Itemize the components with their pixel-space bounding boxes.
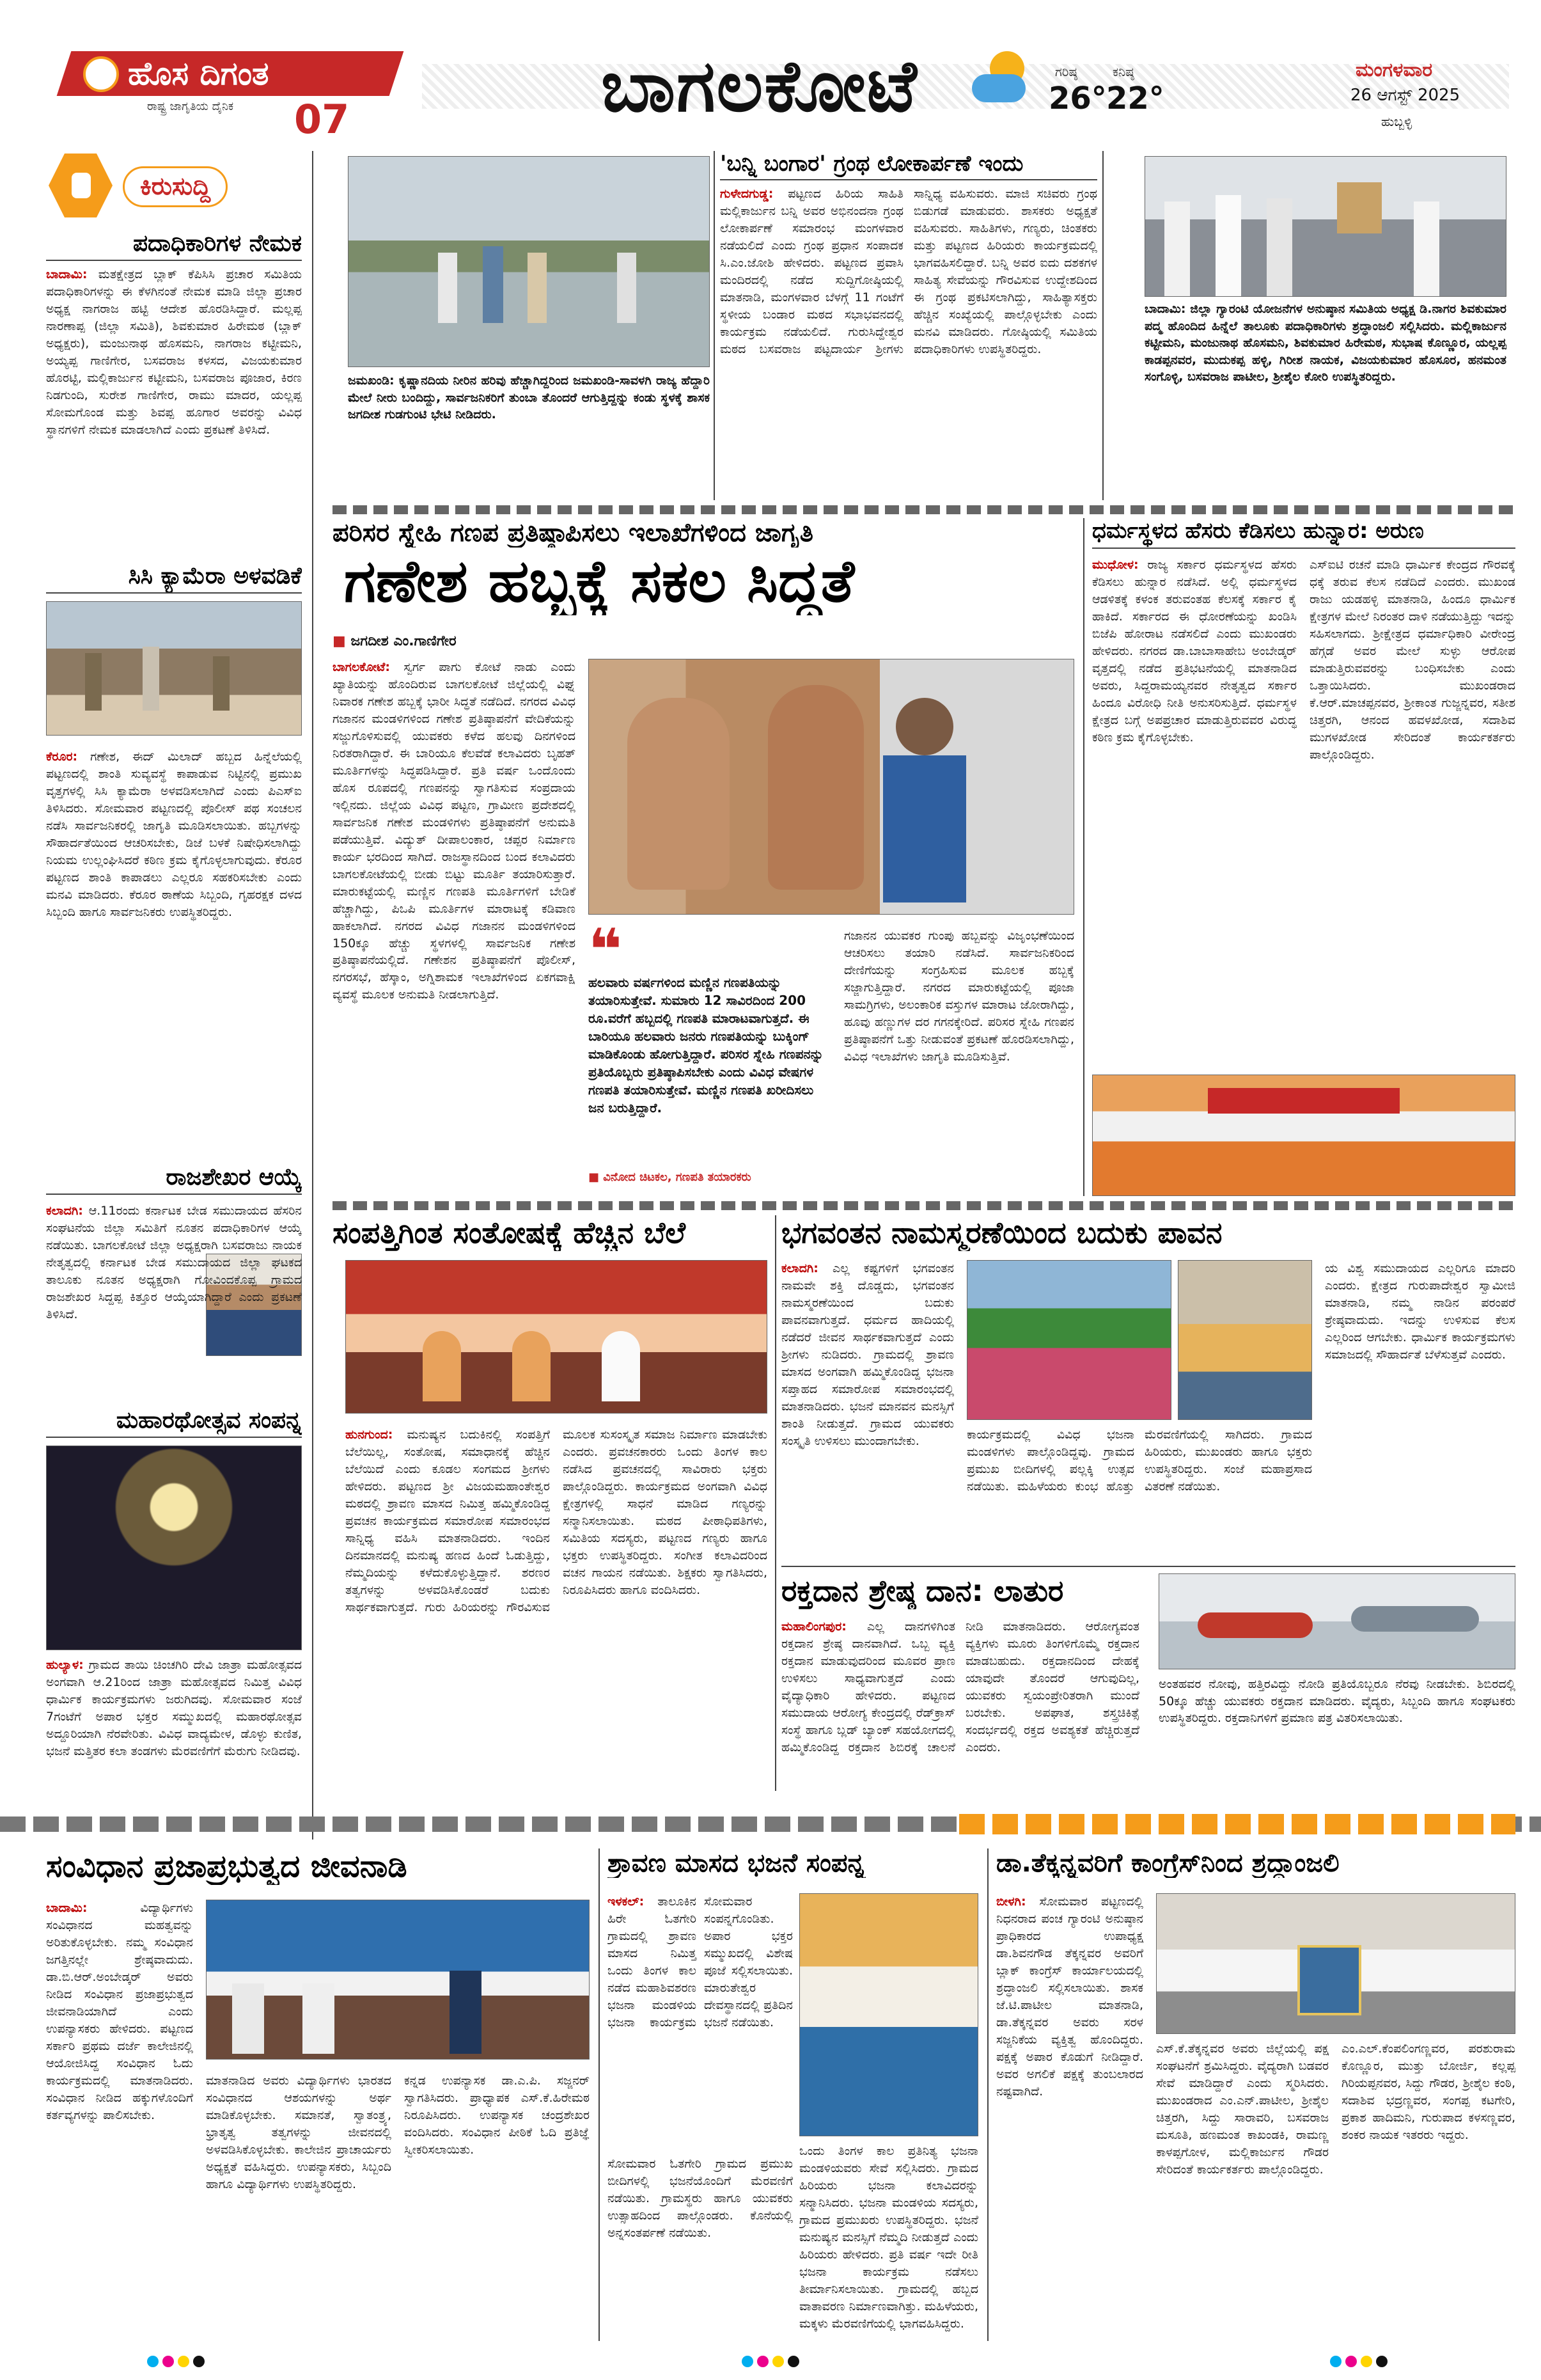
date-label: 26 ಆಗಸ್ಟ್ 2025 <box>1350 86 1460 105</box>
story-body-col1: ಕಲಾದಗಿ: ಎಲ್ಲ ಕಷ್ಟಗಳಿಗೆ ಭಗವಂತನ ನಾಮವೇ ಶಕ್ತಿ ದೊಡ್ಡದು, ಭಗವಂತನ ನಾಮಸ್ಮರಣೆಯಿಂದ ಬದುಕು ಪಾವನವಾಗುತ್ತದೆ. ಧರ್ಮದ ಹಾದಿಯಲ್ಲಿ ನಡೆದರೆ ಜೀವನ ಸಾರ್ಥಕವಾಗುತ್ತದೆ ಎಂದು ಶ್ರೀಗಳು ನುಡಿದರು. ಗ್ರಾಮದಲ್ಲಿ ಶ್ರಾವಣ ಮಾಸದ ಅಂಗವಾಗಿ ಹಮ್ಮಿಕೊಂಡಿದ್ದ ಭಜನಾ ಸಪ್ತಾಹದ ಸಮಾರೋಪ ಸಮಾರಂಭದಲ್ಲಿ ಮಾತನಾಡಿದರು. ಭಜನೆ ಮಾನವನ ಮನಸ್ಸಿಗೆ ಶಾಂತಿ ನೀಡುತ್ತದೆ. ಗ್ರಾಮದ ಯುವಕರು ಸಂಸ್ಕೃತಿ ಉಳಿಸಲು ಮುಂದಾಗಬೇಕು. <box>781 1261 954 1448</box>
story-headline: ಶ್ರಾವಣ ಮಾಸದ ಭಜನೆ ಸಂಪನ್ನ <box>607 1848 866 1878</box>
byline-marker-icon: ■ <box>332 633 351 649</box>
story-body: ಕಲಾದಗಿ: ಆ.11ರಂದು ಕರ್ನಾಟಕ ಬೇಡ ಸಮುದಾಯದ ಹೆಸರಿನ ಸಂಘಟನೆಯ ಜಿಲ್ಲಾ ಸಮಿತಿಗೆ ನೂತನ ಪದಾಧಿಕಾರಿಗಳ ಆಯ್ಕೆ ನಡೆಯಿತು. ಬಾಗಲಕೋಟೆ ಜಿಲ್ಲಾ ಅಧ್ಯಕ್ಷರಾಗಿ ಬಸವರಾಜು ನಾಯಕ ನೇತೃತ್ವದಲ್ಲಿ ಕರ್ನಾಟಕ ಬೇಡ ಸಮುದಾಯದ ಜಿಲ್ಲಾ ಘಟಕದ ತಾಲೂಕು ನೂತನ ಅಧ್ಯಕ್ಷರಾಗಿ ಗೋವಿಂದಕೊಪ್ಪ ಗ್ರಾಮದ ರಾಜಶೇಖರ ಸಿದ್ದಪ್ಪ ಕಿತ್ತೂರ ಆಯ್ಕೆಯಾಗಿದ್ದಾರೆ ಎಂದು ಪ್ರಕಟಣೆ ತಿಳಿಸಿದೆ. <box>46 1204 302 1321</box>
left-story-4 <box>46 1407 302 1848</box>
story-body-col1: ಮುಧೋಳ: ರಾಜ್ಯ ಸರ್ಕಾರ ಧರ್ಮಸ್ಥಳದ ಹೆಸರು ಕೆಡಿಸಲು ಹುನ್ನಾರ ನಡೆಸಿದೆ. ಅಲ್ಲಿ ಧರ್ಮಸ್ಥಳದ ಆಡಳಿತಕ್ಕೆ ಕಳಂಕ ತರುವಂತಹ ಕೆಲಸಕ್ಕೆ ಸರ್ಕಾರ ಕೈ ಹಾಕಿದೆ. ಸರ್ಕಾರದ ಈ ಧೋರಣೆಯನ್ನು ಖಂಡಿಸಿ ಬಿಜೆಪಿ ಹೋರಾಟ ನಡೆಸಲಿದೆ ಎಂದು ಮುಖಂಡರು ಹೇಳಿದರು. ನಗರದ ಡಾ.ಬಾಬಾಸಾಹೇಬ ಅಂಬೇಡ್ಕರ್ ವೃತ್ತದಲ್ಲಿ ನಡೆದ ಪ್ರತಿಭಟನೆಯಲ್ಲಿ ಮಾತನಾಡಿದ ಅವರು, ಸಿದ್ದರಾಮಯ್ಯನವರ ನೇತೃತ್ವದ ಸರ್ಕಾರ ಹಿಂದೂ ವಿರೋಧಿ ನೀತಿ ಅನುಸರಿಸುತ್ತಿದೆ. ಧರ್ಮಸ್ಥಳ ಕ್ಷೇತ್ರದ ಬಗ್ಗೆ ಅಪಪ್ರಚಾರ ಮಾಡುತ್ತಿರುವವರ ವಿರುದ್ಧ ಕಠಿಣ ಕ್ರಮ ಕೈಗೊಳ್ಳಬೇಕು. <box>1092 558 1297 745</box>
story-headline: ಡಾ.ತೆಕ್ಕನ್ನವರಿಗೆ ಕಾಂಗ್ರೆಸ್‌ನಿಂದ ಶ್ರದ್ಧಾಂಜಲಿ <box>996 1848 1340 1878</box>
pullquote-text: ಹಲವಾರು ವರ್ಷಗಳಿಂದ ಮಣ್ಣಿನ ಗಣಪತಿಯನ್ನು ತಯಾರಿಸುತ್ತೇವೆ. ಸುಮಾರು 12 ಸಾವಿರದಿಂದ 200 ರೂ.ವರೆಗೆ ಹಬ್ಬದಲ್ಲಿ ಗಣಪತಿ ಮಾರಾಟವಾಗುತ್ತದೆ. ಈ ಬಾರಿಯೂ ಹಲವಾರು ಜನರು ಗಣಪತಿಯನ್ನು ಬುಕ್ಕಿಂಗ್ ಮಾಡಿಕೊಂಡು ಹೋಗುತ್ತಿದ್ದಾರೆ. ಪರಿಸರ ಸ್ನೇಹಿ ಗಣಪನನ್ನು ಪ್ರತಿಯೊಬ್ಬರು ಪ್ರತಿಷ್ಠಾಪಿಸಬೇಕು ಎಂದು ವಿವಿಧ ವೇಷಗಳ ಗಣಪತಿ ತಯಾರಿಸುತ್ತೇವೆ. ಮಣ್ಣಿನ ಗಣಪತಿ ಖರೀದಿಸಲು ಜನ ಬರುತ್ತಿದ್ದಾರೆ. <box>588 975 824 1115</box>
top-row-separator <box>332 505 1515 514</box>
bottom-rule-1 <box>598 1848 600 2341</box>
flood-photo <box>348 156 710 367</box>
story-body-col2: ಸೋಮವಾರ ಓತಗೇರಿ ಗ್ರಾಮದ ಪ್ರಮುಖ ಬೀದಿಗಳಲ್ಲಿ ಭಜನೆಯೊಂದಿಗೆ ಮೆರವಣಿಗೆ ನಡೆಯಿತು. ಗ್ರಾಮಸ್ಥರು ಹಾಗೂ ಯುವಕರು ಉತ್ಸಾಹದಿಂದ ಪಾಲ್ಗೊಂಡರು. ಕೊನೆಯಲ್ಲಿ ಅನ್ನಸಂತರ್ಪಣೆ ನಡೆಯಿತು. <box>607 2157 793 2240</box>
raktadana-story <box>781 1573 1515 1791</box>
chariot-photo <box>46 1446 302 1650</box>
day-label: ಮಂಗಳವಾರ <box>1356 59 1433 81</box>
bhajan-photo <box>799 1893 978 2136</box>
registration-marks-right <box>1330 2354 1394 2369</box>
story-body-col1: ಬೀಳಗಿ: ಸೋಮವಾರ ಪಟ್ಟಣದಲ್ಲಿ ನಿಧನರಾದ ಪಂಚ ಗ್ಯಾರಂಟಿ ಅನುಷ್ಠಾನ ಪ್ರಾಧಿಕಾರದ ಉಪಾಧ್ಯಕ್ಷ ಡಾ.ಶಿವನಗೌಡ ತೆಕ್ಕನ್ನವರ ಅವರಿಗೆ ಬ್ಲಾಕ್ ಕಾಂಗ್ರೆಸ್ ಕಾರ್ಯಾಲಯದಲ್ಲಿ ಶ್ರದ್ಧಾಂಜಲಿ ಸಲ್ಲಿಸಲಾಯಿತು. ಶಾಸಕ ಜೆ.ಟಿ.ಪಾಟೀಲ ಮಾತನಾಡಿ, ಡಾ.ತೆಕ್ಕನ್ನವರ ಅವರು ಸರಳ ಸಜ್ಜನಿಕೆಯ ವ್ಯಕ್ತಿತ್ವ ಹೊಂದಿದ್ದರು. ಪಕ್ಷಕ್ಕೆ ಅಪಾರ ಕೊಡುಗೆ ನೀಡಿದ್ದಾರೆ. ಅವರ ಅಗಲಿಕೆ ಪಕ್ಷಕ್ಕೆ ತುಂಬಲಾರದ ನಷ್ಟವಾಗಿದೆ. <box>996 1895 1143 2099</box>
tribute-caption: ಬಾದಾಮಿ: ಜಿಲ್ಲಾ ಗ್ಯಾರಂಟಿ ಯೋಜನೆಗಳ ಅನುಷ್ಠಾನ ಸಮಿತಿಯ ಅಧ್ಯಕ್ಷ ಡಿ.ನಾಗರ ಶಿವಕುಮಾರ ಪದ್ಮ ಹೊಂದಿದ ಹಿನ್ನೆಲೆ ತಾಲೂಕು ಪದಾಧಿಕಾರಿಗಳು ಶ್ರದ್ಧಾಂಜಲಿ ಸಲ್ಲಿಸಿದರು. ಮಲ್ಲಿಕಾರ್ಜುನ ಕಟ್ಟೀಮನಿ, ಮಂಜುನಾಥ ಹೊಸಮನಿ, ಶಿವಕುಮಾರ ಹಿರೇಮಠ, ಸುಭಾಷ ಕೊಣ್ಣೂರ, ಯಲ್ಲಪ್ಪ ಕಾಡಪ್ಪನವರ, ಮುದುಕಪ್ಪ ಹಳ್ಳಿ, ಗಿರೀಶ ನಾಯಕ, ವಿಜಯಕುಮಾರ ಹೊಸೂರ, ಹನಮಂತ ಸಂಗೊಳ್ಳಿ, ಬಸವರಾಜ ಪಾಟೀಲ, ಶ್ರೀಶೈಲ ಕೋರಿ ಉಪಸ್ಥಿತರಿದ್ದರು. <box>1145 302 1506 384</box>
story-body-col3: ಗಜಾನನ ಯುವಕರ ಗುಂಪು ಹಬ್ಬವನ್ನು ವಿಜೃಂಭಣೆಯಿಂದ ಆಚರಿಸಲು ತಯಾರಿ ನಡೆಸಿದೆ. ಸಾರ್ವಜನಿಕರಿಂದ ದೇಣಿಗೆಯನ್ನು ಸಂಗ್ರಹಿಸುವ ಮೂಲಕ ಹಬ್ಬಕ್ಕೆ ಸಜ್ಜಾಗುತ್ತಿದ್ದಾರೆ. ನಗರದ ಮಾರುಕಟ್ಟೆಯಲ್ಲಿ ಪೂಜಾ ಸಾಮಗ್ರಿಗಳು, ಅಲಂಕಾರಿಕ ವಸ್ತುಗಳ ಮಾರಾಟ ಜೋರಾಗಿದ್ದು, ಹೂವು ಹಣ್ಣುಗಳ ದರ ಗಗನಕ್ಕೇರಿದೆ. ಪರಿಸರ ಸ್ನೇಹಿ ಗಣಪನ ಪ್ರತಿಷ್ಠಾಪನೆಗೆ ಒತ್ತು ನೀಡುವಂತೆ ಪ್ರಕಟಣೆ ಹೊರಡಿಸಲಾಗಿದ್ದು, ವಿವಿಧ ಇಲಾಖೆಗಳು ಜಾಗೃತಿ ಮೂಡಿಸುತ್ತಿವೆ. <box>844 929 1074 1064</box>
mid-rule-2 <box>775 1215 776 1791</box>
story-headline: ಧರ್ಮಸ್ಥಳದ ಹೆಸರು ಕೆಡಿಸಲು ಹುನ್ನಾರ: ಅರುಣ <box>1092 518 1515 549</box>
quote-icon: ❝ <box>588 917 622 984</box>
story-kicker: ಪರಿಸರ ಸ್ನೇಹಿ ಗಣಪ ಪ್ರತಿಷ್ಠಾಪಿಸಲು ಇಲಾಖೆಗಳಿಂದ ಜಾಗೃತಿ <box>332 518 813 548</box>
registration-marks-left <box>147 2354 211 2369</box>
top-rule-1 <box>714 151 715 500</box>
top-rule-2 <box>1102 151 1104 500</box>
story-headline: ಸಂವಿಧಾನ ಪ್ರಜಾಪ್ರಭುತ್ವದ ಜೀವನಾಡಿ <box>46 1848 407 1884</box>
left-column-rule <box>312 151 313 1840</box>
left-story-2 <box>46 563 302 1151</box>
pullquote <box>588 917 831 1196</box>
byline: ■ ಜಗದೀಶ ಎಂ.ಗಾಣಿಗೇರ <box>332 633 457 649</box>
story-body-col3: ಯ ವಿಶ್ವ ಸಮುದಾಯದ ಎಲ್ಲರಿಗೂ ಮಾದರಿ ಎಂದರು. ಕ್ಷೇತ್ರದ ಗುರುಪಾದೇಶ್ವರ ಸ್ವಾಮೀಜಿ ಮಾತನಾಡಿ, ನಮ್ಮ ನಾಡಿನ ಪರಂಪರೆ ಶ್ರೇಷ್ಠವಾದುದು. ಇದನ್ನು ಉಳಿಸುವ ಕೆಲಸ ಎಲ್ಲರಿಂದ ಆಗಬೇಕು. ಧಾರ್ಮಿಕ ಕಾರ್ಯಕ್ರಮಗಳು ಸಮಾಜದಲ್ಲಿ ಸೌಹಾರ್ದತೆ ಬೆಳೆಸುತ್ತವೆ ಎಂದರು. <box>1325 1261 1515 1362</box>
story-body-col1: ಬಾದಾಮಿ: ವಿದ್ಯಾರ್ಥಿಗಳು ಸಂವಿಧಾನದ ಮಹತ್ವವನ್ನು ಅರಿತುಕೊಳ್ಳಬೇಕು. ನಮ್ಮ ಸಂವಿಧಾನ ಜಗತ್ತಿನಲ್ಲೇ ಶ್ರೇಷ್ಠವಾದುದು. ಡಾ.ಬಿ.ಆರ್.ಅಂಬೇಡ್ಕರ್ ಅವರು ನೀಡಿದ ಸಂವಿಧಾನ ಪ್ರಜಾಪ್ರಭುತ್ವದ ಜೀವನಾಡಿಯಾಗಿದೆ ಎಂದು ಉಪನ್ಯಾಸಕರು ಹೇಳಿದರು. ಪಟ್ಟಣದ ಸರ್ಕಾರಿ ಪ್ರಥಮ ದರ್ಜೆ ಕಾಲೇಜಿನಲ್ಲಿ ಆಯೋಜಿಸಿದ್ದ ಸಂವಿಧಾನ ಓದು ಕಾರ್ಯಕ್ರಮದಲ್ಲಿ ಮಾತನಾಡಿದರು. ಸಂವಿಧಾನ ನೀಡಿದ ಹಕ್ಕುಗಳೊಂದಿಗೆ ಕರ್ತವ್ಯಗಳನ್ನು ಪಾಲಿಸಬೇಕು. <box>46 1901 193 2122</box>
kirusuddi-label: ಕಿರುಸುದ್ದಿ <box>123 166 228 207</box>
samvidhana-story <box>46 1848 590 2341</box>
mid-rule-1 <box>1083 518 1084 1196</box>
bhagavanta-story <box>781 1215 1515 1561</box>
ganesha-story <box>332 518 1074 1196</box>
story-body-col3: ಒಂದು ತಿಂಗಳ ಕಾಲ ಪ್ರತಿನಿತ್ಯ ಭಜನಾ ಮಂಡಳಿಯವರು ಸೇವೆ ಸಲ್ಲಿಸಿದರು. ಗ್ರಾಮದ ಹಿರಿಯರು ಭಜನಾ ಕಲಾವಿದರನ್ನು ಸನ್ಮಾನಿಸಿದರು. ಭಜನಾ ಮಂಡಳಿಯ ಸದಸ್ಯರು, ಗ್ರಾಮದ ಪ್ರಮುಖರು ಉಪಸ್ಥಿತರಿದ್ದರು. ಭಜನೆ ಮನುಷ್ಯನ ಮನಸ್ಸಿಗೆ ನೆಮ್ಮದಿ ನೀಡುತ್ತದೆ ಎಂದು ಹಿರಿಯರು ಹೇಳಿದರು. ಪ್ರತಿ ವರ್ಷ ಇದೇ ರೀತಿ ಭಜನಾ ಕಾರ್ಯಕ್ರಮ ನಡೆಸಲು ತೀರ್ಮಾನಿಸಲಾಯಿತು. ಗ್ರಾಮದಲ್ಲಿ ಹಬ್ಬದ ವಾತಾವರಣ ನಿರ್ಮಾಣವಾಗಿತ್ತು. ಮಹಿಳೆಯರು, ಮಕ್ಕಳು ಮೆರವಣಿಗೆಯಲ್ಲಿ ಭಾಗವಹಿಸಿದ್ದರು. <box>799 2144 978 2331</box>
blood-donation-caption: ಅಂತಹವರ ನೋವು, ಹತ್ತಿರವಿದ್ದು ನೋಡಿ ಪ್ರತಿಯೊಬ್ಬರೂ ನೆರವು ನೀಡಬೇಕು. ಶಿಬಿರದಲ್ಲಿ 50ಕ್ಕೂ ಹೆಚ್ಚು ಯುವಕರು ರಕ್ತದಾನ ಮಾಡಿದರು. ವೈದ್ಯರು, ಸಿಬ್ಬಂದಿ ಹಾಗೂ ಸಂಘಟಕರು ಉಪಸ್ಥಿತರಿದ್ದರು. ರಕ್ತದಾನಿಗಳಿಗೆ ಪ್ರಮಾಣ ಪತ್ರ ವಿತರಿಸಲಾಯಿತು. <box>1159 1677 1515 1726</box>
masthead <box>0 0 1541 147</box>
flood-photo-caption: ಜಮಖಂಡಿ: ಕೃಷ್ಣಾನದಿಯ ನೀರಿನ ಹರಿವು ಹೆಚ್ಚಾಗಿದ್ದರಿಂದ ಜಮಖಂಡಿ-ಸಾವಳಗಿ ರಾಜ್ಯ ಹೆದ್ದಾರಿ ಮೇಲೆ ನೀರು ಬಂದಿದ್ದು, ಸಾರ್ವಜನಿಕರಿಗೆ ತುಂಬಾ ತೊಂದರೆ ಆಗುತ್ತಿದ್ದನ್ನು ಕಂಡು ಸ್ಥಳಕ್ಕೆ ಶಾಸಕ ಜಗದೀಶ ಗುಡಗುಂಟಿ ಭೇಟಿ ನೀಡಿದರು. <box>348 374 710 422</box>
brand-tagline: ರಾಷ್ಟ್ರ ಜಾಗೃತಿಯ ದೈನಿಕ <box>147 100 234 113</box>
story-body: ಮಹಾಲಿಂಗಪುರ: ಎಲ್ಲ ದಾನಗಳಿಗಿಂತ ರಕ್ತದಾನ ಶ್ರೇಷ್ಠ ದಾನವಾಗಿದೆ. ಒಬ್ಬ ವ್ಯಕ್ತಿ ರಕ್ತದಾನ ಮಾಡುವುದರಿಂದ ಮೂವರ ಪ್ರಾಣ ಉಳಿಸಲು ಸಾಧ್ಯವಾಗುತ್ತದೆ ಎಂದು ವೈದ್ಯಾಧಿಕಾರಿ ಹೇಳಿದರು. ಪಟ್ಟಣದ ಸಮುದಾಯ ಆರೋಗ್ಯ ಕೇಂದ್ರದಲ್ಲಿ ರೆಡ್‌ಕ್ರಾಸ್ ಸಂಸ್ಥೆ ಹಾಗೂ ಬ್ಲಡ್ ಬ್ಯಾಂಕ್ ಸಹಯೋಗದಲ್ಲಿ ಹಮ್ಮಿಕೊಂಡಿದ್ದ ರಕ್ತದಾನ ಶಿಬಿರಕ್ಕೆ ಚಾಲನೆ ನೀಡಿ ಮಾತನಾಡಿದರು. ಆರೋಗ್ಯವಂತ ವ್ಯಕ್ತಿಗಳು ಮೂರು ತಿಂಗಳಿಗೊಮ್ಮೆ ರಕ್ತದಾನ ಮಾಡಬಹುದು. ರಕ್ತದಾನದಿಂದ ದೇಹಕ್ಕೆ ಯಾವುದೇ ತೊಂದರೆ ಆಗುವುದಿಲ್ಲ, ಯುವಕರು ಸ್ವಯಂಪ್ರೇರಿತರಾಗಿ ಮುಂದೆ ಬರಬೇಕು. ಅಪಘಾತ, ಶಸ್ತ್ರಚಿಕಿತ್ಸೆ ಸಂದರ್ಭದಲ್ಲಿ ರಕ್ತದ ಅವಶ್ಯಕತೆ ಹೆಚ್ಚಿರುತ್ತದೆ ಎಂದರು. <box>781 1620 1139 1754</box>
left-story-1 <box>46 230 302 556</box>
story-headline: 'ಬನ್ನಿ ಬಂಗಾರ' ಗ್ರಂಥ ಲೋಕಾರ್ಪಣೆ ಇಂದು <box>720 151 1097 180</box>
tribute-photo <box>1145 156 1506 297</box>
story-headline: ಮಹಾರಥೋತ್ಸವ ಸಂಪನ್ನ <box>46 1407 302 1438</box>
bhagavanta-bottom-rule <box>781 1566 1515 1567</box>
story-headline: ಸಂಪತ್ತಿಗಿಂತ ಸಂತೋಷಕ್ಕೆ ಹೆಚ್ಚಿನ ಬೆಲೆ <box>332 1215 686 1250</box>
orange-accent-bar <box>959 1814 1515 1834</box>
story-body: ಹುನಗುಂದ: ಮನುಷ್ಯನ ಬದುಕಿನಲ್ಲಿ ಸಂಪತ್ತಿಗೆ ಬೆಲೆಯಿಲ್ಲ, ಸಂತೋಷ, ಸಮಾಧಾನಕ್ಕೆ ಹೆಚ್ಚಿನ ಬೆಲೆಯಿದೆ ಎಂದು ಕೂಡಲ ಸಂಗಮದ ಶ್ರೀಗಳು ಹೇಳಿದರು. ಪಟ್ಟಣದ ಶ್ರೀ ವಿಜಯಮಹಾಂತೇಶ್ವರ ಮಠದಲ್ಲಿ ಶ್ರಾವಣ ಮಾಸದ ನಿಮಿತ್ತ ಹಮ್ಮಿಕೊಂಡಿದ್ದ ಪ್ರವಚನ ಕಾರ್ಯಕ್ರಮದ ಸಮಾರೋಪ ಸಮಾರಂಭದ ಸಾನ್ನಿಧ್ಯ ವಹಿಸಿ ಮಾತನಾಡಿದರು. ಇಂದಿನ ದಿನಮಾನದಲ್ಲಿ ಮನುಷ್ಯ ಹಣದ ಹಿಂದೆ ಓಡುತ್ತಿದ್ದು, ನೆಮ್ಮದಿಯನ್ನು ಕಳೆದುಕೊಳ್ಳುತ್ತಿದ್ದಾನೆ. ಶರಣರ ತತ್ವಗಳನ್ನು ಅಳವಡಿಸಿಕೊಂಡರೆ ಬದುಕು ಸಾರ್ಥಕವಾಗುತ್ತದೆ. ಗುರು ಹಿರಿಯರನ್ನು ಗೌರವಿಸುವ ಮೂಲಕ ಸುಸಂಸ್ಕೃತ ಸಮಾಜ ನಿರ್ಮಾಣ ಮಾಡಬೇಕು ಎಂದರು. ಪ್ರವಚನಕಾರರು ಒಂದು ತಿಂಗಳ ಕಾಲ ನಡೆಸಿದ ಪ್ರವಚನದಲ್ಲಿ ಸಾವಿರಾರು ಭಕ್ತರು ಪಾಲ್ಗೊಂಡಿದ್ದರು. ಕಾರ್ಯಕ್ರಮದ ಅಂಗವಾಗಿ ವಿವಿಧ ಕ್ಷೇತ್ರಗಳಲ್ಲಿ ಸಾಧನೆ ಮಾಡಿದ ಗಣ್ಯರನ್ನು ಸನ್ಮಾನಿಸಲಾಯಿತು. ಮಠದ ಪೀಠಾಧಿಪತಿಗಳು, ಸಮಿತಿಯ ಸದಸ್ಯರು, ಪಟ್ಟಣದ ಗಣ್ಯರು ಹಾಗೂ ಭಕ್ತರು ಉಪಸ್ಥಿತರಿದ್ದರು. ಸಂಗೀತ ಕಲಾವಿದರಿಂದ ವಚನ ಗಾಯನ ನಡೆಯಿತು. ಶಿಕ್ಷಕರು ಸ್ವಾಗತಿಸಿದರು, ನಿರೂಪಿಸಿದರು ಹಾಗೂ ವಂದಿಸಿದರು. <box>345 1428 767 1614</box>
ganesha-idol-photo <box>588 659 1074 915</box>
temp-min-label: ಕನಿಷ್ಠ <box>1113 64 1134 79</box>
temp-min: 22° <box>1106 81 1164 116</box>
weather-icon <box>966 45 1036 115</box>
story-body-col3: ಕನ್ನಡ ಉಪನ್ಯಾಸಕ ಡಾ.ಎ.ಪಿ. ಸಜ್ಜನರ್ ಸ್ವಾಗತಿಸಿದರು. ಪ್ರಾಧ್ಯಾಪಕ ಎಸ್.ಕೆ.ಹಿರೇಮಠ ನಿರೂಪಿಸಿದರು. ಉಪನ್ಯಾಸಕ ಚಂದ್ರಶೇಖರ ವಂದಿಸಿದರು. ಸಂವಿಧಾನ ಪೀಠಿಕೆ ಓದಿ ಪ್ರತಿಜ್ಞೆ ಸ್ವೀಕರಿಸಲಾಯಿತು. <box>404 2074 590 2157</box>
story-body-col2: ಕಾರ್ಯಕ್ರಮದಲ್ಲಿ ವಿವಿಧ ಭಜನಾ ಮಂಡಳಿಗಳು ಪಾಲ್ಗೊಂಡಿದ್ದವು. ಗ್ರಾಮದ ಪ್ರಮುಖ ಬೀದಿಗಳಲ್ಲಿ ಪಲ್ಲಕ್ಕಿ ಉತ್ಸವ ನಡೆಯಿತು. ಮಹಿಳೆಯರು ಕುಂಭ ಹೊತ್ತು ಮೆರವಣಿಗೆಯಲ್ಲಿ ಸಾಗಿದರು. ಗ್ರಾಮದ ಹಿರಿಯರು, ಮುಖಂಡರು ಹಾಗೂ ಭಕ್ತರು ಉಪಸ್ಥಿತರಿದ್ದರು. ಸಂಜೆ ಮಹಾಪ್ರಸಾದ ವಿತರಣೆ ನಡೆಯಿತು. <box>967 1428 1312 1493</box>
section-title: ಬಾಗಲಕೋಟೆ <box>601 45 918 128</box>
kirusuddi-badge <box>46 151 295 221</box>
registration-marks-center <box>742 2354 806 2369</box>
sampatti-story <box>332 1215 767 1791</box>
story-headline: ಗಣೇಶ ಹಬ್ಬಕ್ಕೆ ಸಕಲ ಸಿದ್ಧತೆ <box>344 548 855 615</box>
shravana-story <box>607 1848 978 2341</box>
logo-icon <box>83 56 119 92</box>
story-body: ಕೆರೂರ: ಗಣೇಶ, ಈದ್ ಮಿಲಾದ್ ಹಬ್ಬದ ಹಿನ್ನೆಲೆಯಲ್ಲಿ ಪಟ್ಟಣದಲ್ಲಿ ಶಾಂತಿ ಸುವ್ಯವಸ್ಥೆ ಕಾಪಾಡುವ ನಿಟ್ಟಿನಲ್ಲಿ ಪ್ರಮುಖ ವೃತ್ತಗಳಲ್ಲಿ ಸಿಸಿ ಕ್ಯಾಮೆರಾ ಅಳವಡಿಸಲಾಗಿದೆ ಎಂದು ಪಿಎಸ್ಐ ತಿಳಿಸಿದರು. ಸೋಮವಾರ ಪಟ್ಟಣದಲ್ಲಿ ಪೊಲೀಸ್ ಪಥ ಸಂಚಲನ ನಡೆಸಿ ಸಾರ್ವಜನಿಕರಲ್ಲಿ ಜಾಗೃತಿ ಮೂಡಿಸಲಾಯಿತು. ಹಬ್ಬಗಳನ್ನು ಸೌಹಾರ್ದತೆಯಿಂದ ಆಚರಿಸಬೇಕು, ಡಿಜೆ ಬಳಕೆ ನಿಷೇಧಿಸಲಾಗಿದ್ದು ನಿಯಮ ಉಲ್ಲಂಘಿಸಿದರೆ ಕಠಿಣ ಕ್ರಮ ಕೈಗೊಳ್ಳಲಾಗುವುದು. ಕೆರೂರ ಪಟ್ಟಣದ ಶಾಂತಿ ಕಾಪಾಡಲು ಎಲ್ಲರೂ ಸಹಕರಿಸಬೇಕು ಎಂದು ಮನವಿ ಮಾಡಿದರು. ಕೆರೂರ ಠಾಣೆಯ ಸಿಬ್ಬಂದಿ, ಗೃಹರಕ್ಷಕ ದಳದ ಸಿಬ್ಬಂದಿ ಹಾಗೂ ಸಾರ್ವಜನಿಕರು ಉಪಸ್ಥಿತರಿದ್ದರು. <box>46 750 302 919</box>
tekkannavar-story <box>996 1848 1515 2341</box>
brand-block <box>38 32 409 141</box>
story-body-col3: ಎಂ.ಎಲ್.ಕೆಂಪಲಿಂಗಣ್ಣವರ, ಪರಶುರಾಮ ಕೊಣ್ಣೂರ, ಮುತ್ತು ಬೋರ್ಜಿ, ಕಲ್ಲಪ್ಪ ಗಿರಿಯಪ್ಪನವರ, ಸಿದ್ದು ಗೌಡರ, ಶ್ರೀಶೈಲ ಕಂಠಿ, ಸದಾಶಿವ ಭದ್ರಣ್ಣವರ, ಸಂಗಪ್ಪ ಕಟಗೇರಿ, ಪ್ರಕಾಶ ಹಾದಿಮನಿ, ಗುರುಪಾದ ಕಳಸಣ್ಣವರ, ಶಂಕರ ನಾಯಕ ಇತರರು ಇದ್ದರು. <box>1342 2042 1515 2142</box>
page-number: 07 <box>294 96 350 143</box>
dharma-story <box>1092 518 1515 1196</box>
brand-name: ಹೊಸ ದಿಗಂತ <box>128 55 269 92</box>
cctv-photo <box>46 601 302 736</box>
protest-photo <box>1092 1075 1515 1196</box>
city-label: ಹುಬ್ಬಳ್ಳಿ <box>1381 114 1412 129</box>
temp-max: 26° <box>1049 81 1107 116</box>
mid-row-separator <box>332 1201 1515 1210</box>
story-body-col2: ಎಸ್ಐಟಿ ರಚನೆ ಮಾಡಿ ಧಾರ್ಮಿಕ ಕೇಂದ್ರದ ಗೌರವಕ್ಕೆ ಧಕ್ಕೆ ತರುವ ಕೆಲಸ ನಡೆದಿದೆ ಎಂದರು. ಮುಖಂಡ ರಾಜು ಯಡಹಳ್ಳಿ ಮಾತನಾಡಿ, ಹಿಂದೂ ಧಾರ್ಮಿಕ ಕ್ಷೇತ್ರಗಳ ಮೇಲೆ ನಿರಂತರ ದಾಳಿ ನಡೆಯುತ್ತಿದ್ದು ಇದನ್ನು ಸಹಿಸಲಾಗದು. ಶ್ರೀಕ್ಷೇತ್ರದ ಧರ್ಮಾಧಿಕಾರಿ ವೀರೇಂದ್ರ ಹೆಗ್ಗಡೆ ಅವರ ಮೇಲೆ ಸುಳ್ಳು ಆರೋಪ ಮಾಡುತ್ತಿರುವವರನ್ನು ಬಂಧಿಸಬೇಕು ಎಂದು ಒತ್ತಾಯಿಸಿದರು. ಮುಖಂಡರಾದ ಕೆ.ಆರ್.ಮಾಚಪ್ಪನವರ, ಶ್ರೀಕಾಂತ ಗುಜ್ಜನ್ನವರ, ಸತೀಶ ಚಿತ್ತರಗಿ, ಆನಂದ ಹವಳಖೋಡ, ಸದಾಶಿವ ಮುಗಳಖೋಡ ಸೇರಿದಂತೆ ಕಾರ್ಯಕರ್ತರು ಪಾಲ್ಗೊಂಡಿದ್ದರು. <box>1310 558 1515 762</box>
story-headline: ಪದಾಧಿಕಾರಿಗಳ ನೇಮಕ <box>46 230 302 261</box>
seminar-photo <box>345 1260 767 1414</box>
story-headline: ರಾಜಶೇಖರ ಆಯ್ಕೆ <box>46 1164 302 1195</box>
left-story-3 <box>46 1164 302 1394</box>
story-body-col2: ಎಸ್.ಕೆ.ತೆಕ್ಕನ್ನವರ ಅವರು ಜಿಲ್ಲೆಯಲ್ಲಿ ಪಕ್ಷ ಸಂಘಟನೆಗೆ ಶ್ರಮಿಸಿದ್ದರು. ವೈದ್ಯರಾಗಿ ಬಡವರ ಸೇವೆ ಮಾಡಿದ್ದಾರೆ ಎಂದು ಸ್ಮರಿಸಿದರು. ಮುಖಂಡರಾದ ಎಂ.ಎನ್.ಪಾಟೀಲ, ಶ್ರೀಶೈಲ ಚಿತ್ತರಗಿ, ಸಿದ್ದು ಸಾರಾವರಿ, ಬಸವರಾಜ ಮಸೂತಿ, ಹಣಮಂತ ಕಾಖಂಡಕಿ, ರಾಮಣ್ಣ ಕಾಳಪ್ಪಗೋಳ, ಮಲ್ಲಿಕಾರ್ಜುನ ಗೌಡರ ಸೇರಿದಂತೆ ಕಾರ್ಯಕರ್ತರು ಪಾಲ್ಗೊಂಡಿದ್ದರು. <box>1156 2042 1329 2177</box>
story-body-col2: ಮಾತನಾಡಿದ ಅವರು ವಿದ್ಯಾರ್ಥಿಗಳು ಭಾರತದ ಸಂವಿಧಾನದ ಆಶಯಗಳನ್ನು ಅರ್ಥ ಮಾಡಿಕೊಳ್ಳಬೇಕು. ಸಮಾನತೆ, ಸ್ವಾತಂತ್ರ್ಯ, ಭ್ರಾತೃತ್ವ ತತ್ವಗಳನ್ನು ಜೀವನದಲ್ಲಿ ಅಳವಡಿಸಿಕೊಳ್ಳಬೇಕು. ಕಾಲೇಜಿನ ಪ್ರಾಚಾರ್ಯರು ಅಧ್ಯಕ್ಷತೆ ವಹಿಸಿದ್ದರು. ಉಪನ್ಯಾಸಕರು, ಸಿಬ್ಬಂದಿ ಹಾಗೂ ವಿದ್ಯಾರ್ಥಿಗಳು ಉಪಸ್ಥಿತರಿದ್ದರು. <box>206 2074 391 2191</box>
constitution-event-photo <box>206 1900 590 2060</box>
bunni-story <box>720 151 1097 500</box>
devotees-photo <box>1178 1260 1312 1420</box>
story-headline: ರಕ್ತದಾನ ಶ್ರೇಷ್ಠ ದಾನ: ಲಾತುರ <box>781 1573 1064 1608</box>
story-body-col1: ಬಾಗಲಕೋಟೆ: ಸ್ವರ್ಗ ಪಾಗು ಕೋಟೆ ನಾಡು ಎಂದು ಖ್ಯಾತಿಯನ್ನು ಹೊಂದಿರುವ ಬಾಗಲಕೋಟೆ ಜಿಲ್ಲೆಯಲ್ಲಿ ವಿಘ್ನ ನಿವಾರಕ ಗಣೇಶ ಹಬ್ಬಕ್ಕೆ ಭಾರೀ ಸಿದ್ಧತೆ ನಡೆದಿದೆ. ನಗರದ ವಿವಿಧ ಗಜಾನನ ಮಂಡಳಿಗಳಿಂದ ಗಣೇಶ ಪ್ರತಿಷ್ಠಾಪನೆಗೆ ವೇದಿಕೆಯನ್ನು ಸಜ್ಜುಗೊಳಿಸುವಲ್ಲಿ ಯುವಕರು ಕಳೆದ ಹಲವು ದಿನಗಳಿಂದ ನಿರತರಾಗಿದ್ದಾರೆ. ಈ ಬಾರಿಯೂ ಕೆಲವೆಡೆ ಕಲಾವಿದರು ಬೃಹತ್ ಮೂರ್ತಿಗಳನ್ನು ಸಿದ್ಧಪಡಿಸಿದ್ದಾರೆ. ಪ್ರತಿ ವರ್ಷ ಒಂದೊಂದು ಹೊಸ ರೂಪದಲ್ಲಿ ಗಣಪನನ್ನು ಸ್ವಾಗತಿಸುವ ಸಂಪ್ರದಾಯ ಇಲ್ಲಿನದು. ಜಿಲ್ಲೆಯ ವಿವಿಧ ಪಟ್ಟಣ, ಗ್ರಾಮೀಣ ಪ್ರದೇಶದಲ್ಲಿ ಸಾರ್ವಜನಿಕ ಗಣೇಶ ಮಂಡಳಿಗಳು ಪ್ರತಿಷ್ಠಾಪನೆಗೆ ಅನುಮತಿ ಪಡೆಯುತ್ತಿವೆ. ವಿದ್ಯುತ್ ದೀಪಾಲಂಕಾರ, ಚಪ್ಪರ ನಿರ್ಮಾಣ ಕಾರ್ಯ ಭರದಿಂದ ಸಾಗಿದೆ. ರಾಜಸ್ಥಾನದಿಂದ ಬಂದ ಕಲಾವಿದರು ಬಾಗಲಕೋಟೆಯಲ್ಲಿ ಬೀಡು ಬಿಟ್ಟು ಮೂರ್ತಿ ತಯಾರಿಸುತ್ತಾರೆ. ಮಾರುಕಟ್ಟೆಯಲ್ಲಿ ಮಣ್ಣಿನ ಗಣಪತಿ ಮೂರ್ತಿಗಳಿಗೆ ಬೇಡಿಕೆ ಹೆಚ್ಚಾಗಿದ್ದು, ಪಿಒಪಿ ಮೂರ್ತಿಗಳ ಮಾರಾಟಕ್ಕೆ ಕಡಿವಾಣ ಹಾಕಲಾಗಿದೆ. ನಗರದ ವಿವಿಧ ಗಜಾನನ ಮಂಡಳಿಗಳಿಂದ 150ಕ್ಕೂ ಹೆಚ್ಚು ಸ್ಥಳಗಳಲ್ಲಿ ಸಾರ್ವಜನಿಕ ಗಣೇಶ ಪ್ರತಿಷ್ಠಾಪನೆಯಲ್ಲಿದೆ. ಗಣೇಶನ ಪ್ರತಿಷ್ಠಾಪನೆಗೆ ಪೊಲೀಸ್, ನಗರಸಭೆ, ಹೆಸ್ಕಾಂ, ಅಗ್ನಿಶಾಮಕ ಇಲಾಖೆಗಳಿಂದ ಏಕಗವಾಕ್ಷಿ ವ್ಯವಸ್ಥೆ ಮೂಲಕ ಅನುಮತಿ ನೀಡಲಾಗುತ್ತಿದೆ. <box>332 660 575 1002</box>
story-body-col1: ಇಳಕಲ್: ತಾಲೂಕಿನ ಹಿರೇ ಓತಗೇರಿ ಗ್ರಾಮದಲ್ಲಿ ಶ್ರಾವಣ ಮಾಸದ ನಿಮಿತ್ತ ಒಂದು ತಿಂಗಳ ಕಾಲ ನಡೆದ ಮಹಾಶಿವಶರಣ ಭಜನಾ ಮಂಡಳಿಯ ಭಜನಾ ಕಾರ್ಯಕ್ರಮ ಸೋಮವಾರ ಸಂಪನ್ನಗೊಂಡಿತು. ಅಪಾರ ಭಕ್ತರ ಸಮ್ಮುಖದಲ್ಲಿ ವಿಶೇಷ ಪೂಜೆ ಸಲ್ಲಿಸಲಾಯಿತು. ಮಾರುತೇಶ್ವರ ದೇವಸ್ಥಾನದಲ್ಲಿ ಪ್ರತಿದಿನ ಭಜನೆ ನಡೆಯಿತು. <box>607 1895 793 2029</box>
blood-donation-photo <box>1159 1573 1515 1669</box>
procession-photo <box>967 1260 1171 1420</box>
story-body: ಗುಳೇದಗುಡ್ಡ: ಪಟ್ಟಣದ ಹಿರಿಯ ಸಾಹಿತಿ ಮಲ್ಲಿಕಾರ್ಜುನ ಬನ್ನಿ ಅವರ ಅಭಿನಂದನಾ ಗ್ರಂಥ ಲೋಕಾರ್ಪಣೆ ಸಮಾರಂಭ ಮಂಗಳವಾರ ನಡೆಯಲಿದೆ ಎಂದು ಗ್ರಂಥ ಪ್ರಧಾನ ಸಂಪಾದಕ ಸಿ.ಎಂ.ಜೋಶಿ ಹೇಳಿದರು. ಪಟ್ಟಣದ ಪ್ರವಾಸಿ ಮಂದಿರದಲ್ಲಿ ನಡೆದ ಸುದ್ದಿಗೋಷ್ಠಿಯಲ್ಲಿ ಮಾತನಾಡಿ, ಮಂಗಳವಾರ ಬೆಳಗ್ಗೆ 11 ಗಂಟೆಗೆ ಸ್ಥಳೀಯ ಬಂಡಾರ ಮಠದ ಸಭಾಭವನದಲ್ಲಿ ಕಾರ್ಯಕ್ರಮ ನಡೆಯಲಿದೆ. ಗುರುಸಿದ್ದೇಶ್ವರ ಮಠದ ಬಸವರಾಜ ಪಟ್ಟದಾರ್ಯ ಶ್ರೀಗಳು ಸಾನ್ನಿಧ್ಯ ವಹಿಸುವರು. ಮಾಜಿ ಸಚಿವರು ಗ್ರಂಥ ಬಿಡುಗಡೆ ಮಾಡುವರು. ಶಾಸಕರು ಅಧ್ಯಕ್ಷತೆ ವಹಿಸುವರು. ಸಾಹಿತಿಗಳು, ಗಣ್ಯರು, ಚಿಂತಕರು ಮತ್ತು ಪಟ್ಟಣದ ಹಿರಿಯರು ಕಾರ್ಯಕ್ರಮದಲ್ಲಿ ಭಾಗವಹಿಸಲಿದ್ದಾರೆ. ಬನ್ನಿ ಅವರ ಐದು ದಶಕಗಳ ಸಾಹಿತ್ಯ ಸೇವೆಯನ್ನು ಗೌರವಿಸುವ ಉದ್ದೇಶದಿಂದ ಈ ಗ್ರಂಥ ಪ್ರಕಟಿಸಲಾಗಿದ್ದು, ಸಾಹಿತ್ಯಾಸಕ್ತರು ಹೆಚ್ಚಿನ ಸಂಖ್ಯೆಯಲ್ಲಿ ಪಾಲ್ಗೊಳ್ಳಬೇಕು ಎಂದು ಮನವಿ ಮಾಡಿದರು. ಗೋಷ್ಠಿಯಲ್ಲಿ ಸಮಿತಿಯ ಪದಾಧಿಕಾರಿಗಳು ಉಪಸ್ಥಿತರಿದ್ದರು. <box>720 187 1097 356</box>
story-headline: ಸಿಸಿ ಕ್ಯಾಮೆರಾ ಅಳವಡಿಕೆ <box>46 563 302 594</box>
temp-max-label: ಗರಿಷ್ಠ <box>1055 64 1077 79</box>
homage-photo <box>1156 1893 1515 2034</box>
story-body: ಬಾದಾಮಿ: ಮತಕ್ಷೇತ್ರದ ಬ್ಲಾಕ್ ಕೆಪಿಸಿಸಿ ಪ್ರಚಾರ ಸಮಿತಿಯ ಪದಾಧಿಕಾರಿಗಳನ್ನು ಈ ಕೆಳಗಿನಂತೆ ನೇಮಕ ಮಾಡಿ ಜಿಲ್ಲಾ ಪ್ರಚಾರ ಅಧ್ಯಕ್ಷ ನಾಗರಾಜ ಹಟ್ಟಿ ಆದೇಶ ಹೊರಡಿಸಿದ್ದಾರೆ. ಮಲ್ಲಪ್ಪ ನಾರಣಾಪ್ಪ (ಜಿಲ್ಲಾ ಸಮಿತಿ), ಶಿವಕುಮಾರ ಹಿರೇಮಠ (ಬ್ಲಾಕ್ ಅಧ್ಯಕ್ಷರು), ಮಂಜುನಾಥ ಹೊಸಮನಿ, ನಾಗರಾಜ ಕಟ್ಟೀಮನಿ, ಅಯ್ಯಪ್ಪ ಗಾಣಿಗೇರ, ಬಸವರಾಜ ಕಳಸದ, ವಿಜಯಕುಮಾರ ಹೊರಟ್ಟಿ, ಮಲ್ಲಿಕಾರ್ಜುನ ಕಟ್ಟೀಮನಿ, ಬಸವರಾಜ ಪೂಜಾರ, ಕಿರಣ ನಿಡಗುಂದಿ, ಸುರೇಶ ಗಾಣಿಗೇರ, ರಾಮು ಮಾದರ, ಯಲ್ಲಪ್ಪ ಸೋಮಗೊಂಡ ಮತ್ತು ಶಿವಪ್ಪ ಹೂಗಾರ ಅವರನ್ನು ವಿವಿಧ ಸ್ಥಾನಗಳಿಗೆ ನೇಮಕ ಮಾಡಲಾಗಿದೆ ಎಂದು ಪ್ರಕಟಣೆ ತಿಳಿಸಿದೆ. <box>46 267 302 437</box>
story-body: ಹುಲ್ಯಾಳ: ಗ್ರಾಮದ ತಾಯಿ ಚಿಂಚಗಿರಿ ದೇವಿ ಜಾತ್ರಾ ಮಹೋತ್ಸವದ ಅಂಗವಾಗಿ ಆ.21ರಿಂದ ಜಾತ್ರಾ ಮಹೋತ್ಸವದ ನಿಮಿತ್ತ ವಿವಿಧ ಧಾರ್ಮಿಕ ಕಾರ್ಯಕ್ರಮಗಳು ಜರುಗಿದವು. ಸೋಮವಾರ ಸಂಜೆ 7ಗಂಟೆಗೆ ಅಪಾರ ಭಕ್ತರ ಸಮ್ಮುಖದಲ್ಲಿ ಮಹಾರಥೋತ್ಸವ ಅದ್ದೂರಿಯಾಗಿ ನೆರವೇರಿತು. ವಿವಿಧ ವಾದ್ಯಮೇಳ, ಡೊಳ್ಳು ಕುಣಿತ, ಭಜನೆ ಮತ್ತಿತರ ಕಲಾ ತಂಡಗಳು ಮೆರವಣಿಗೆಗೆ ಮೆರುಗು ನೀಡಿದವು. <box>46 1658 302 1758</box>
bottom-rule-2 <box>987 1848 989 2341</box>
pullquote-author: ■ ವಿನೋದ ಚಿಟಕಲ, ಗಣಪತಿ ತಯಾರಕರು <box>588 1170 751 1184</box>
story-headline: ಭಗವಂತನ ನಾಮಸ್ಮರಣೆಯಿಂದ ಬದುಕು ಪಾವನ <box>781 1215 1223 1250</box>
